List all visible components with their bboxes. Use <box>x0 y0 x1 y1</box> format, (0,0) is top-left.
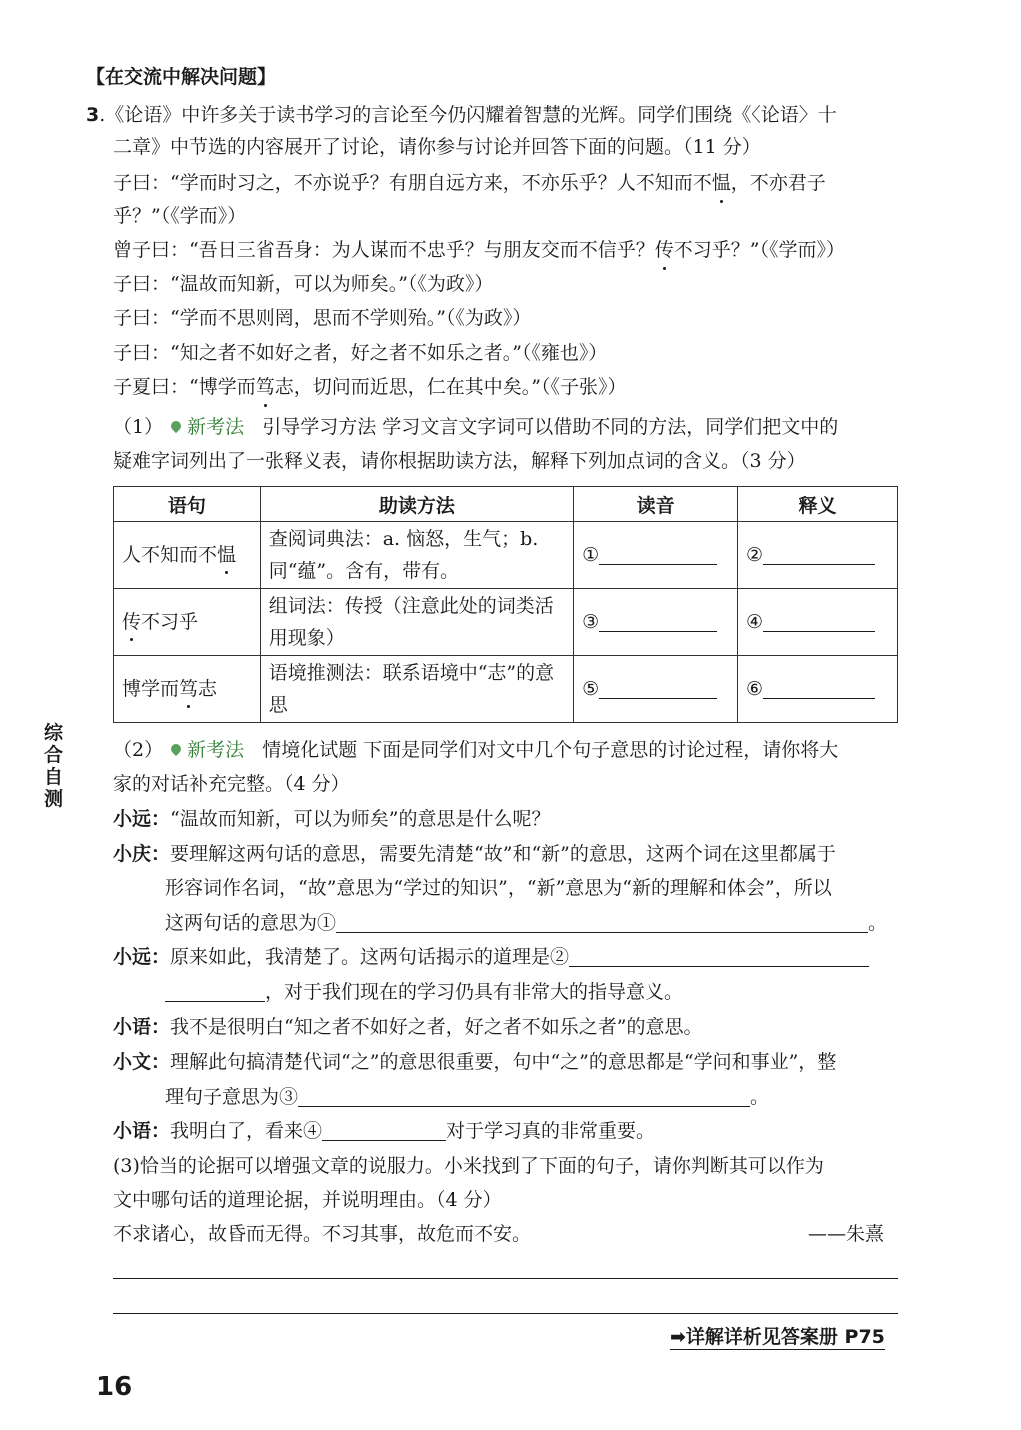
quote-text: 不习乎？”（《学而》） <box>673 239 845 261</box>
arrow-right-icon: ➡ <box>670 1326 686 1348</box>
map-pin-icon <box>169 742 183 756</box>
dialog-text: 。 <box>750 1086 770 1108</box>
blank-line <box>599 676 717 699</box>
dialog-line <box>165 906 887 940</box>
method-cell: 组词法：传授（注意此处的词类活用现象） <box>260 589 573 656</box>
quote-author: ——朱熹 <box>808 1223 885 1245</box>
part-text: 引导学习方法 学习文言文字词可以借助不同的方法，同学们把文中的 <box>262 416 839 438</box>
column-header: 语句 <box>114 487 261 522</box>
blank-number: ④ <box>746 611 764 633</box>
new-method-tag: 新考法 <box>187 416 245 438</box>
speaker-label: 小远： <box>113 808 171 830</box>
speaker-label: 小庆： <box>113 843 171 865</box>
column-header: 读音 <box>574 487 738 522</box>
pronunciation-blank[interactable] <box>574 522 738 589</box>
blank-line <box>763 676 875 699</box>
blank-number: ⑥ <box>746 678 764 700</box>
answer-blank-1[interactable] <box>336 910 868 933</box>
new-method-tag: 新考法 <box>187 739 245 761</box>
dialog-text: 。 <box>868 912 888 934</box>
section-title: 【在交流中解决问题】 <box>86 66 277 88</box>
quote-5: 子曰：“知之者不如好之者，好之者不如乐之者。”（《雍也》） <box>113 342 608 364</box>
dialog-text: 要理解这两句话的意思，需要先清楚“故”和“新”的意思，这两个词在这里都属于 <box>170 843 836 865</box>
method-cell: 语境推测法：联系语境中“志”的意思 <box>260 656 573 723</box>
table-row <box>114 522 898 589</box>
blank-line <box>763 542 875 565</box>
map-pin-icon <box>169 419 183 433</box>
answer-blank-3[interactable] <box>298 1084 750 1107</box>
quote-text: 子夏曰：“博学而 <box>113 376 256 398</box>
quote-4: 子曰：“学而不思则罔，思而不学则殆。”（《为政》） <box>113 307 532 329</box>
answer-reference <box>670 1322 885 1350</box>
pronunciation-blank[interactable] <box>574 656 738 723</box>
part-2-line1 <box>113 733 838 767</box>
dialog-line <box>113 1045 836 1079</box>
question-3-text: .《论语》中许多关于读书学习的言论至今仍闪耀着智慧的光辉。同学们围绕《〈论语〉十 <box>99 104 837 126</box>
quote-1-line1 <box>113 166 826 200</box>
blank-number: ③ <box>582 611 600 633</box>
speaker-label: 小文： <box>113 1051 171 1073</box>
dialog-text: 这两句话的意思为① <box>165 912 337 934</box>
speaker-label: 小语： <box>113 1016 171 1038</box>
dialog-line <box>113 837 836 871</box>
dialog-text: “温故而知新，可以为师矣”的意思是什么呢？ <box>170 808 551 830</box>
table-row <box>114 656 898 723</box>
dialog-text: 我不是很明白“知之者不如好之者，好之者不如乐之者”的意思。 <box>170 1016 703 1038</box>
dotted-char: 笃 <box>179 673 198 705</box>
blank-number: ① <box>582 544 600 566</box>
answer-blank-4[interactable] <box>322 1118 446 1141</box>
dialog-line <box>113 1114 655 1148</box>
part-number: （1） <box>113 416 164 438</box>
quote-text: 子曰：“学而时习之，不亦说乎？有朋自远方来，不亦乐乎？人不知而不 <box>113 172 712 194</box>
table-header-row <box>114 487 898 522</box>
blank-number: ② <box>746 544 764 566</box>
sentence-cell <box>114 589 261 656</box>
dialog-text: 对于学习真的非常重要。 <box>446 1120 656 1142</box>
side-label: 综合自测 <box>44 722 64 810</box>
column-header: 释义 <box>738 487 898 522</box>
dialog-line <box>113 940 869 974</box>
zhu-xi-quote: 不求诸心，故昏而无得。不习其事，故危而不安。 <box>113 1223 532 1245</box>
question-3-line1 <box>86 98 837 132</box>
dialog-text: 原来如此，我清楚了。这两句话揭示的道理是② <box>170 946 570 968</box>
answer-line-1[interactable] <box>113 1278 898 1279</box>
question-number: 3 <box>86 104 100 126</box>
dialog-text: 理句子意思为③ <box>165 1086 299 1108</box>
part-1-line2: 疑难字词列出了一张释义表，请你根据助读方法，解释下列加点词的含义。（3 分） <box>113 450 806 472</box>
dotted-char: 传 <box>655 233 674 267</box>
speaker-label: 小语： <box>113 1120 171 1142</box>
part-number: （2） <box>113 739 164 761</box>
dotted-char: 愠 <box>712 166 731 200</box>
answer-line-2[interactable] <box>113 1313 898 1314</box>
dialog-line: 形容词作名词，“故”意思为“学过的知识”，“新”意思为“新的理解和体会”，所以 <box>165 877 832 899</box>
quote-3: 子曰：“温故而知新，可以为师矣。”（《为政》） <box>113 273 494 295</box>
quote-6 <box>113 370 626 404</box>
dialog-text: 我明白了，看来④ <box>170 1120 323 1142</box>
part-3-line2: 文中哪句话的道理论据，并说明理由。（4 分） <box>113 1189 502 1211</box>
dialog-line <box>165 1080 769 1114</box>
dialog-line <box>113 802 550 836</box>
meaning-blank[interactable] <box>738 589 898 656</box>
method-cell: 查阅词典法：a. 恼怒，生气；b. 同“蕴”。含有，带有。 <box>260 522 573 589</box>
quote-1-line2: 乎？”（《学而》） <box>113 205 247 227</box>
answer-blank-2-cont[interactable] <box>165 979 265 1002</box>
cell-text: 人不知而不 <box>122 544 218 566</box>
column-header: 助读方法 <box>260 487 573 522</box>
blank-line <box>763 609 875 632</box>
part-2-line2: 家的对话补充完整。（4 分） <box>113 773 350 795</box>
cell-text: 博学而 <box>122 678 180 700</box>
cell-text: 不习乎 <box>141 611 199 633</box>
blank-line <box>599 542 717 565</box>
dialog-text: 理解此句搞清楚代词“之”的意思很重要，句中“之”的意思都是“学问和事业”，整 <box>170 1051 837 1073</box>
dialog-line <box>165 975 683 1009</box>
blank-number: ⑤ <box>582 678 600 700</box>
answer-blank-2[interactable] <box>569 944 869 967</box>
quote-text: 志，切问而近思，仁在其中矣。”（《子张》） <box>274 376 627 398</box>
quote-2 <box>113 233 845 267</box>
cell-text: 志 <box>198 678 218 700</box>
table-row <box>114 589 898 656</box>
question-3-line2: 二章》中节选的内容展开了讨论，请你参与讨论并回答下面的问题。（11 分） <box>113 136 761 158</box>
speaker-label: 小远： <box>113 946 171 968</box>
part-3-line1: (3)恰当的论据可以增强文章的说服力。小米找到了下面的句子，请你判断其可以作为 <box>113 1155 824 1177</box>
dotted-char: 传 <box>122 606 141 638</box>
dialog-text: ，对于我们现在的学习仍具有非常大的指导意义。 <box>265 981 684 1003</box>
dotted-char: 笃 <box>256 370 275 404</box>
dotted-char: 愠 <box>217 539 236 571</box>
quote-text: ，不亦君子 <box>730 172 826 194</box>
page-number: 16 <box>96 1372 133 1402</box>
quote-text: 曾子曰：“吾日三省吾身：为人谋而不忠乎？与朋友交而不信乎？ <box>113 239 655 261</box>
part-1-line1 <box>113 410 838 444</box>
dialog-line <box>113 1010 702 1044</box>
meaning-blank[interactable] <box>738 522 898 589</box>
pronunciation-blank[interactable] <box>574 589 738 656</box>
answer-reference-text: 详解详析见答案册 P75 <box>685 1326 885 1348</box>
meaning-blank[interactable] <box>738 656 898 723</box>
glossary-table <box>113 486 898 723</box>
sentence-cell <box>114 656 261 723</box>
sentence-cell <box>114 522 261 589</box>
part-text: 情境化试题 下面是同学们对文中几个句子意思的讨论过程，请你将大 <box>262 739 839 761</box>
blank-line <box>599 609 717 632</box>
